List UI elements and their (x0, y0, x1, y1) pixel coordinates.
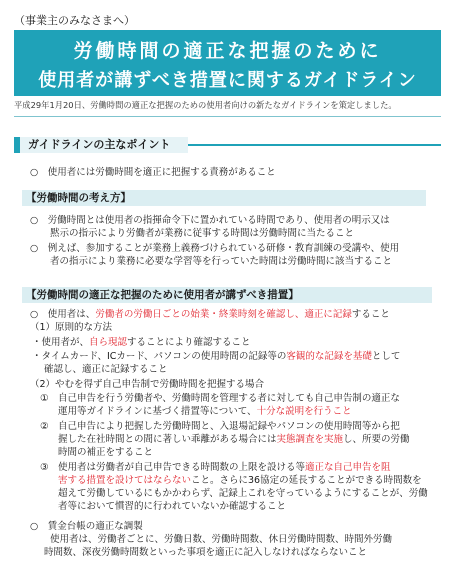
lead-b: すること (351, 309, 390, 320)
concept-item-2-line-1: ○ 例えば、参加することが業務上義務づけられている研修・教育訓練の受講や、使用 (30, 243, 400, 254)
concept-item-1-line-2: 黙示の指示により労働者が業務に従事する時間は労働時間に当たること (50, 228, 355, 239)
title-line-1: 労働時間の適正な把握のために (73, 40, 382, 62)
p1-b: することにより確認すること (127, 337, 251, 348)
s1-l2a: 運用等ガイドラインに基づく措置等について、 (58, 406, 257, 417)
principle-item-2 (32, 350, 400, 363)
self-report-3-line-1 (40, 461, 391, 474)
self-report-3-line-2 (58, 474, 422, 487)
ledger-line-2: 時間数、深夜労働時間数といった事項を適正に記入しなければならないこと (44, 547, 368, 558)
measures-heading: 【労働時間の適正な把握のために使用者が講ずべき措置】 (22, 287, 432, 303)
title-banner (14, 30, 441, 96)
audience-label: （事業主のみなさまへ） (14, 14, 135, 27)
self-report-3-line-4: 者等において慣習的に行われていないか確認すること (58, 501, 287, 512)
p2-b: として (371, 351, 401, 362)
self-report-2-line-1: ② 自己申告により把握した労働時間と、入退場記録やパソコンの使用時間等から把 (40, 421, 400, 432)
self-report-1-line-1: ① 自己申告を行う労働者や、労働時間を管理する者に対しても自己申告制の適正な (40, 393, 400, 404)
principle-item-1 (32, 336, 251, 349)
heading-rule (188, 144, 441, 146)
s1-l2red: 十分な説明を行うこと (256, 406, 352, 417)
principle-heading: （1）原則的な方法 (30, 322, 113, 333)
s3-l2b: こと。さらに36協定の延長することができる時間数を (191, 475, 422, 486)
concept-item-2-line-2: 者の指示により業務に必要な学習等を行っていた時間は労働時間に該当すること (50, 256, 393, 267)
main-point-item: ○ 使用者には労働時間を適正に把握する責務があること (30, 167, 276, 178)
ledger-heading: ○ 賃金台帳の適正な調製 (30, 521, 143, 532)
lead-red: 労働者の労働日ごとの始業・終業時刻を確認し、適正に記録 (95, 309, 352, 320)
s2-l2b: し、所要の労働 (343, 434, 410, 445)
self-report-1-line-2 (58, 405, 352, 418)
concept-item-1-line-1: ○ 労働時間とは使用者の指揮命令下に置かれている時間であり、使用者の明示又は (30, 215, 390, 226)
main-point-text: 使用者には労働時間を適正に把握する責務があること (47, 167, 276, 178)
concept-heading: 【労働時間の考え方】 (22, 190, 426, 206)
principle-item-2-line-2: 確認し、適正に記録すること (44, 364, 168, 375)
concept-item-1-text-1: 労働時間とは使用者の指揮命令下に置かれている時間であり、使用者の明示又は (47, 215, 390, 226)
title-line-2: 使用者が講ずべき措置に関するガイドライン (38, 70, 417, 91)
main-points-heading (14, 137, 188, 153)
measures-lead: ○ 使用者は、労働者の労働日ごとの始業・終業時刻を確認し、適正に記録すること (30, 309, 390, 320)
concept-item-2-text-1: 例えば、参加することが業務上義務づけられている研修・教育訓練の受講や、使用 (47, 243, 400, 254)
self-report-2-line-3: 時間の補正をすること (58, 447, 154, 458)
p2-a: ・タイムカード、ICカード、パソコンの使用時間の記録等の (32, 351, 287, 362)
divider (14, 116, 441, 117)
main-points-heading-text: ガイドラインの主なポイント (28, 138, 171, 151)
s3-l2red: 害する措置を設けてはならない (58, 475, 192, 486)
self-report-3-line-3: 超えて労働しているにもかかわらず、記録上これを守っているようにすることが、労働 (58, 488, 428, 499)
ledger-line-1: 使用者は、労働者ごとに、労働日数、労働時間数、休日労働時間数、時間外労働 (50, 534, 393, 545)
p1-red: 自ら現認 (89, 337, 128, 348)
self-report-2-line-2 (58, 433, 410, 446)
p1-a: ・使用者が、 (32, 337, 90, 348)
self-report-heading: （2）やむを得ず自己申告制で労働時間を把握する場合 (30, 379, 265, 390)
p2-red: 客観的な記録を基礎 (286, 351, 372, 362)
s3-l1a: ③ 使用者は労働者が自己申告できる時間数の上限を設ける等 (40, 462, 306, 473)
s2-l2a: 握した在社時間との間に著しい乖離がある場合には (58, 434, 277, 445)
s3-l1red: 適正な自己申告を阻 (305, 462, 391, 473)
s2-l2red: 実態調査を実施 (276, 434, 344, 445)
subnote: 平成29年1月20日、労働時間の適正な把握のための使用者向けの新たなガイドラインを策定しました。 (14, 100, 397, 110)
lead-a: 使用者は、 (47, 309, 96, 320)
